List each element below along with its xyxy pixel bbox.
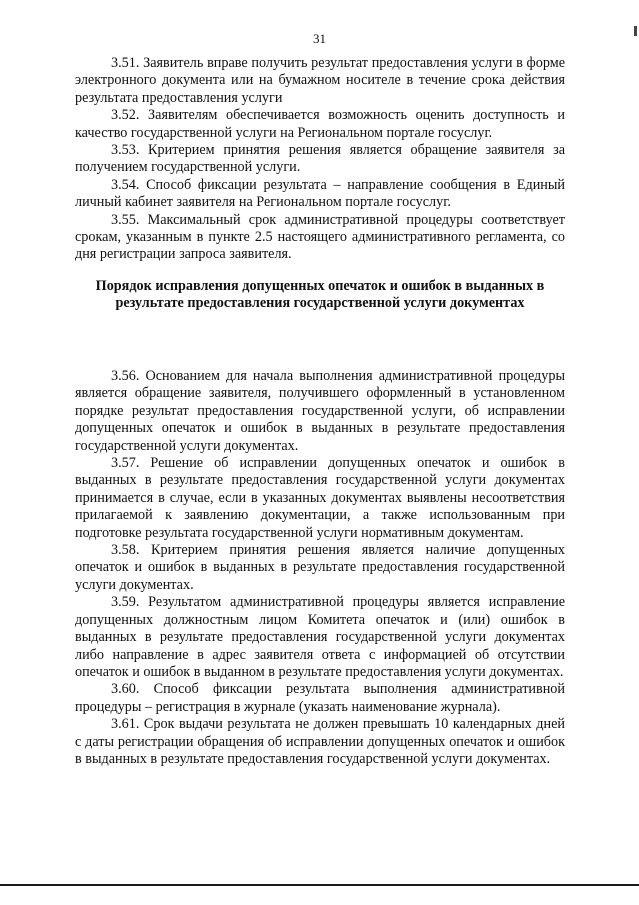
paragraph-3-59: 3.59. Результатом административной процедуры является исправление допущенных должностным лицом Комитета опечаток и (или) ошибок в выданных в результате предоставления государственной услуги документах либо направление в адрес заявителя ответа с информацией об отсутствии опечаток и ошибок в выданном в результате предоставления услуги документах. <box>75 594 565 680</box>
paragraph-3-56: 3.56. Основанием для начала выполнения административной процедуры является обращение заявителя, получившего оформленный в установленном порядке результат предоставления государственной услуги, об исправлении допущенных опечаток и ошибок в выданных в результате предоставления государственной услуги документах. <box>75 368 565 454</box>
paragraph-3-51: 3.51. Заявитель вправе получить результат предоставления услуги в форме электронного документа или на бумажном носителе в течение срока действия результата предоставления услуги <box>75 55 565 106</box>
paragraph-3-54: 3.54. Способ фиксации результата – направление сообщения в Единый личный кабинет заявителя на Региональном портале госуслуг. <box>75 176 565 211</box>
paragraph-3-53: 3.53. Критерием принятия решения является обращение заявителя за получением государственной услуги. <box>75 142 565 176</box>
page-number: 31 <box>313 31 326 46</box>
section-paragraphs-3-56-to-3-61 <box>75 368 565 768</box>
scan-edge-mark <box>634 26 637 36</box>
section-heading: Порядок исправления допущенных опечаток и ошибок в выданных в результате предоставления государственной услуги документах <box>95 278 545 312</box>
paragraph-3-61: 3.61. Срок выдачи результата не должен превышать 10 календарных дней с даты регистрации обращения об исправлении допущенных опечаток и ошибок в выданных в результате предоставления государственной услуги документах. <box>75 716 565 767</box>
bottom-scan-rule <box>0 884 639 886</box>
paragraph-3-58: 3.58. Критерием принятия решения является наличие допущенных опечаток и ошибок в выданных в результате предоставления государственной услуги документах. <box>75 542 565 593</box>
paragraph-3-57: 3.57. Решение об исправлении допущенных опечаток и ошибок в выданных в результате предоставления государственной услуги документах принимается в случае, если в указанных документах выявлены несоответствия прилагаемой к заявлению документации, а также использованным при подготовке результата государственной услуги нормативным документам. <box>75 455 565 541</box>
section-paragraphs-3-51-to-3-55 <box>75 55 565 264</box>
paragraph-3-60: 3.60. Способ фиксации результата выполнения административной процедуры – регистрация в журнале (указать наименование журнала). <box>75 681 565 715</box>
paragraph-3-52: 3.52. Заявителям обеспечивается возможность оценить доступность и качество государственной услуги на Региональном портале госуслуг. <box>75 107 565 141</box>
paragraph-3-55: 3.55. Максимальный срок административной процедуры соответствует срокам, указанным в пункте 2.5 настоящего административного регламента, со дня регистрации запроса заявителя. <box>75 211 565 263</box>
